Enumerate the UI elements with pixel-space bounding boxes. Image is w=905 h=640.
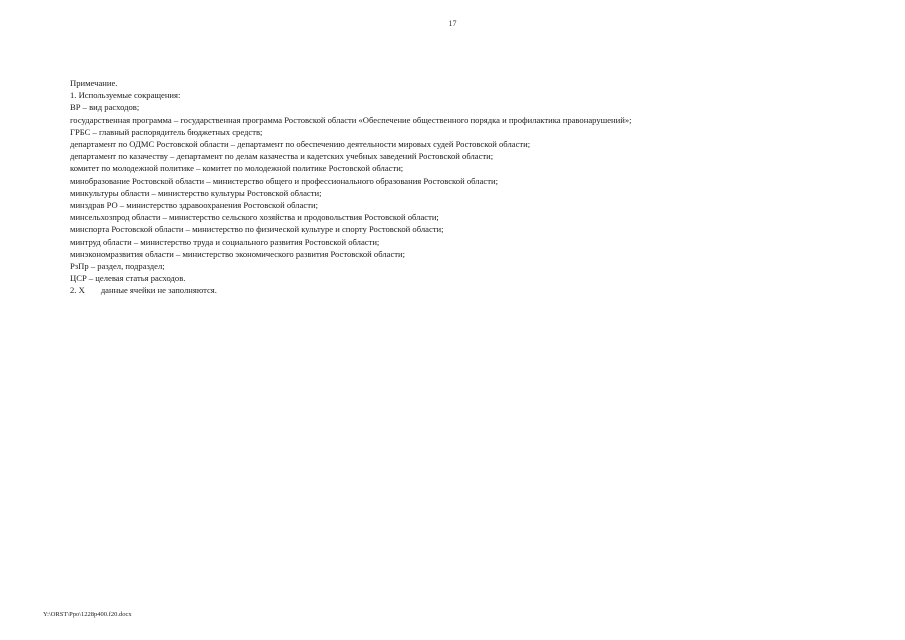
notes-block	[70, 77, 870, 297]
abbreviation-item: минздрав РО – министерство здравоохранения Ростовской области;	[70, 200, 318, 211]
abbreviation-item: минобразование Ростовской области – министерство общего и профессионального образования Ростовской области;	[70, 175, 498, 186]
footer-file-path: Y:\ORST\Ppo\1228p400.f20.docx	[43, 611, 132, 618]
abbreviation-item: РзПр – раздел, подраздел;	[70, 261, 165, 272]
abbreviation-item: минэкономразвития области – министерство экономического развития Ростовской области;	[70, 248, 406, 259]
abbreviation-item: минсельхозпрод области – министерство сельского хозяйства и продовольствия Ростовской области;	[70, 212, 439, 223]
abbreviation-item: минспорта Ростовской области – министерство по физической культуре и спорту Ростовской области;	[70, 224, 444, 235]
notes-final-text: данные ячейки не заполняются.	[100, 285, 217, 296]
notes-final-prefix: 2. Х	[70, 285, 85, 296]
abbreviation-item: ВР – вид расходов;	[70, 102, 140, 113]
abbreviation-item: департамент по ОДМС Ростовской области – департамент по обеспечению деятельности мировых судей Ростовской области;	[70, 139, 531, 150]
page-number: 17	[448, 19, 457, 28]
abbreviation-item: минкультуры области – министерство культуры Ростовской области;	[70, 187, 322, 198]
notes-intro: 1. Используемые сокращения:	[70, 90, 181, 101]
abbreviation-item: ЦСР – целевая статья расходов.	[70, 273, 186, 284]
abbreviation-item: департамент по казачеству – департамент по делам казачества и кадетских учебных заведений Ростовской области;	[70, 151, 494, 162]
abbreviation-item: ГРБС – главный распорядитель бюджетных средств;	[70, 126, 263, 137]
abbreviation-item: государственная программа – государственная программа Ростовской области «Обеспечение общественного порядка и профилактика правонарушений»;	[70, 114, 632, 125]
abbreviation-item: комитет по молодежной политике – комитет по молодежной политике Ростовской области;	[70, 163, 404, 174]
notes-final-line	[70, 284, 870, 296]
abbreviation-item: минтруд области – министерство труда и социального развития Ростовской области;	[70, 236, 380, 247]
notes-title: Примечание.	[70, 78, 118, 88]
